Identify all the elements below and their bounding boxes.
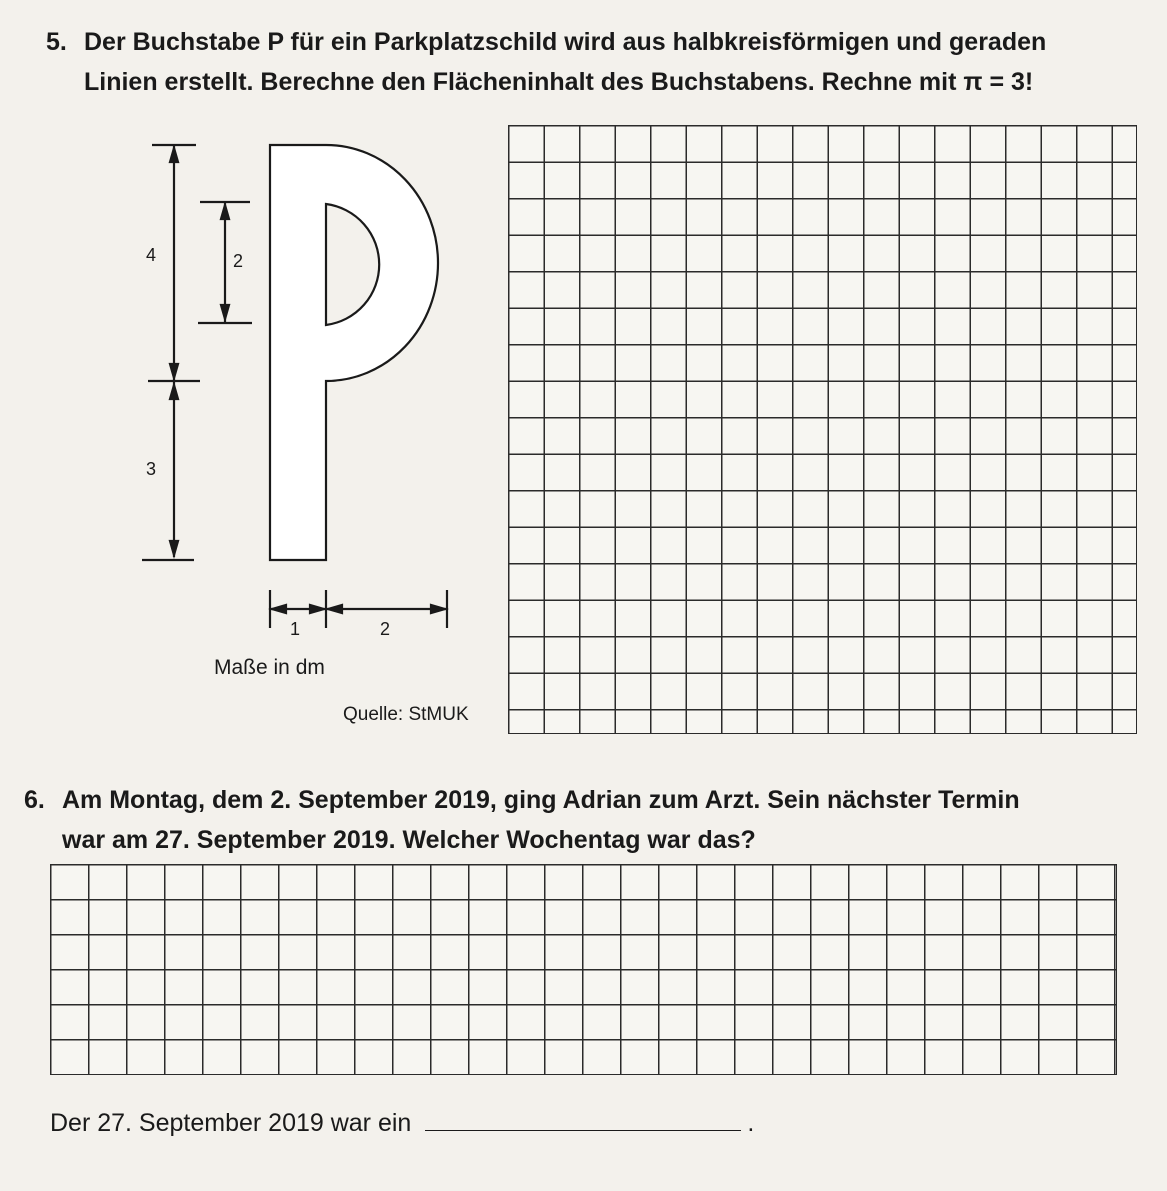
task6-question-line2: war am 27. September 2019. Welcher Wochentag war das? [62, 826, 756, 854]
answer-suffix: . [747, 1109, 755, 1137]
dim-label-stem-width: 1 [290, 619, 301, 639]
task6-answer-grid[interactable] [50, 864, 1117, 1075]
dim-label-stem-height: 3 [146, 459, 157, 479]
task6-number: 6. [24, 786, 45, 814]
task6-question-line1 [24, 782, 1020, 818]
answer-blank[interactable] [425, 1108, 741, 1131]
dim-label-bowl-width: 2 [380, 619, 391, 639]
task6-text-line1: Am Montag, dem 2. September 2019, ging Adrian zum Arzt. Sein nächster Termin [62, 786, 1020, 814]
task5-text-line1: Der Buchstabe P für ein Parkplatzschild wird aus halbkreisförmigen und geraden [84, 28, 1047, 56]
task5-number: 5. [46, 28, 67, 56]
letter-p-figure [130, 135, 460, 640]
dim-label-inner-height: 2 [233, 251, 244, 271]
letter-p-outline [270, 145, 438, 560]
source-note: Quelle: StMUK [343, 704, 469, 725]
task5-question-line2: Linien erstellt. Berechne den Flächeninhalt des Buchstabens. Rechne mit π = 3! [84, 68, 1034, 96]
task6-answer-sentence [50, 1108, 754, 1138]
task5-answer-grid[interactable] [508, 125, 1137, 734]
task5-question-line1 [46, 24, 1046, 60]
measures-note: Maße in dm [214, 656, 325, 679]
dim-label-outer-height: 4 [146, 245, 157, 265]
answer-prefix: Der 27. September 2019 war ein [50, 1109, 412, 1137]
